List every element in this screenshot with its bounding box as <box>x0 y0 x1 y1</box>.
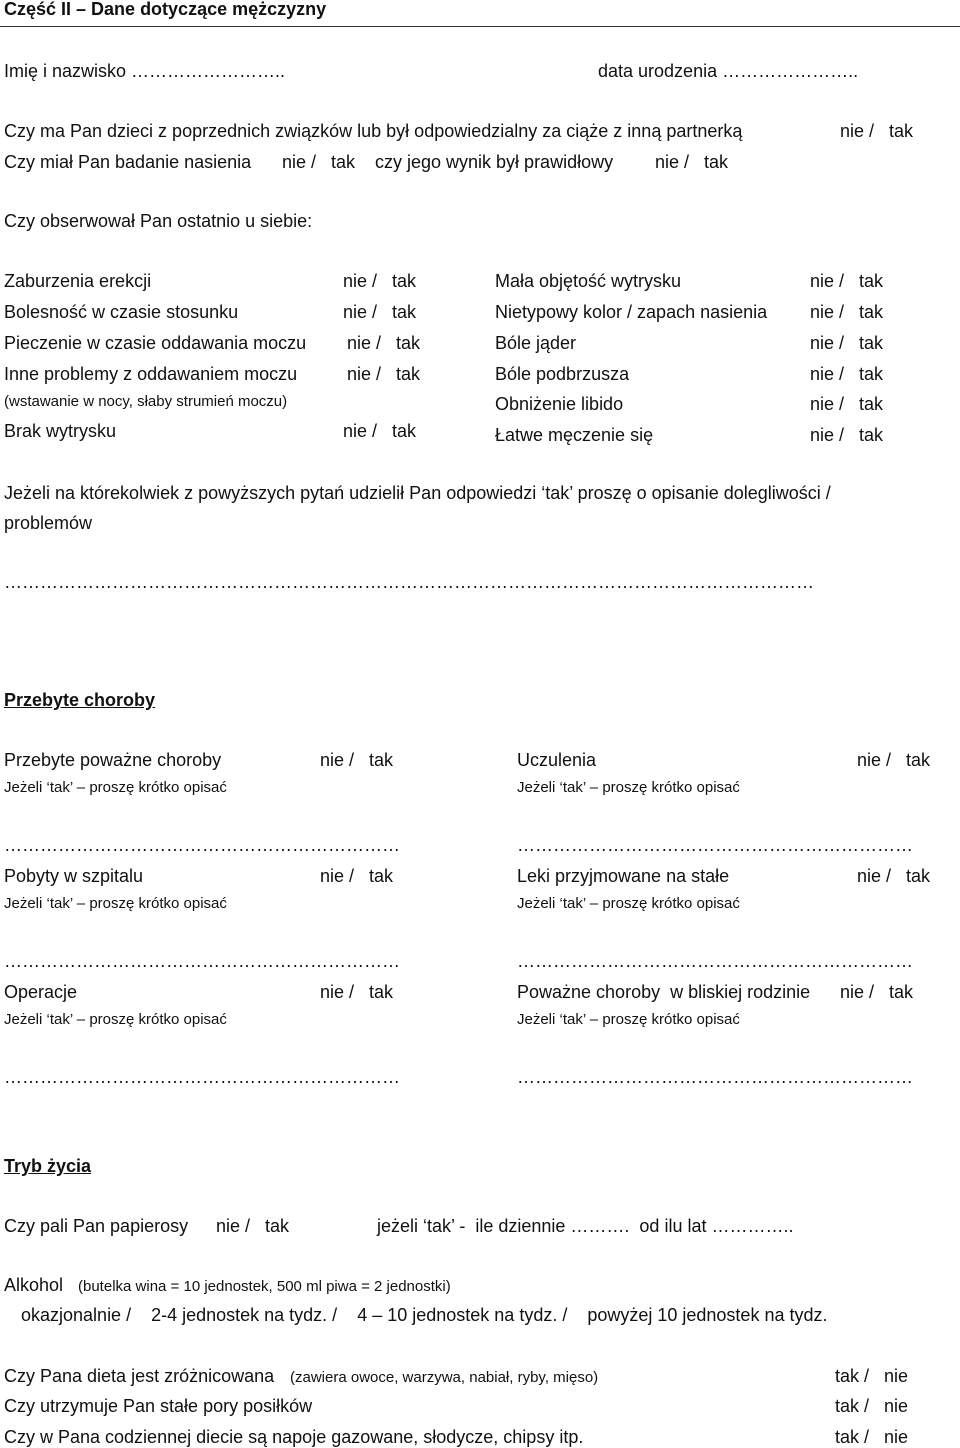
describe-instruction-cont: problemów <box>4 513 93 533</box>
symptom-label: Zaburzenia erekcji <box>4 271 152 291</box>
disease-label: Uczulenia <box>517 750 597 770</box>
semen-result-answer[interactable]: nie / tak <box>655 152 729 172</box>
symptom-answer[interactable]: nie / tak <box>810 394 884 414</box>
header-divider <box>0 26 960 27</box>
drinks-answer[interactable]: tak / nie <box>835 1427 909 1447</box>
meals-answer[interactable]: tak / nie <box>835 1396 909 1416</box>
symptom-answer[interactable]: nie / tak <box>810 425 884 445</box>
lifestyle-heading: Tryb życia <box>4 1156 92 1176</box>
symptom-answer[interactable]: nie / tak <box>810 271 884 291</box>
symptom-answer[interactable]: nie / tak <box>343 302 417 322</box>
symptom-answer[interactable]: nie / tak <box>343 271 417 291</box>
disease-label: Pobyty w szpitalu <box>4 866 144 886</box>
page-title: Część II – Dane dotyczące mężczyzny <box>4 0 327 19</box>
disease-label: Poważne choroby w bliskiej rodzinie <box>517 982 811 1002</box>
alcohol-note: (butelka wina = 10 jednostek, 500 ml piwa = 2 jednostki) <box>78 1278 451 1295</box>
name-field-label: Imię i nazwisko …………………….. <box>4 61 286 81</box>
describe-input-line[interactable]: ……………………………………………………………………………………………………………………… <box>4 572 814 592</box>
describe-input-line[interactable]: ………………………………………………………… <box>517 835 913 855</box>
smoking-question: Czy pali Pan papierosy <box>4 1216 189 1236</box>
semen-result-question: czy jego wynik był prawidłowy <box>375 152 614 172</box>
meals-question: Czy utrzymuje Pan stałe pory posiłków <box>4 1396 313 1416</box>
symptom-label: Bóle podbrzusza <box>495 364 630 384</box>
symptom-label: Łatwe męczenie się <box>495 425 654 445</box>
disease-answer[interactable]: nie / tak <box>320 982 394 1002</box>
smoking-answer[interactable]: nie / tak <box>216 1216 290 1236</box>
describe-note: Jeżeli ‘tak’ – proszę krótko opisać <box>517 779 740 796</box>
dob-field-label: data urodzenia ………………….. <box>598 61 859 81</box>
disease-answer[interactable]: nie / tak <box>857 866 931 886</box>
describe-note: Jeżeli ‘tak’ – proszę krótko opisać <box>517 895 740 912</box>
symptom-label: Brak wytrysku <box>4 421 117 441</box>
children-question: Czy ma Pan dzieci z poprzednich związków lub był odpowiedzialny za ciąże z inną partnerką <box>4 121 743 141</box>
describe-input-line[interactable]: ………………………………………………………… <box>4 835 400 855</box>
symptom-answer[interactable]: nie / tak <box>810 302 884 322</box>
diet-note: (zawiera owoce, warzywa, nabiał, ryby, mięso) <box>290 1369 599 1386</box>
symptom-label: Mała objętość wytrysku <box>495 271 682 291</box>
disease-answer[interactable]: nie / tak <box>857 750 931 770</box>
symptom-answer[interactable]: nie / tak <box>343 421 417 441</box>
semen-test-answer[interactable]: nie / tak <box>282 152 356 172</box>
symptom-answer[interactable]: nie / tak <box>810 333 884 353</box>
describe-note: Jeżeli ‘tak’ – proszę krótko opisać <box>517 1011 740 1028</box>
children-answer[interactable]: nie / tak <box>840 121 914 141</box>
symptoms-heading: Czy obserwował Pan ostatnio u siebie: <box>4 211 313 231</box>
diseases-heading: Przebyte choroby <box>4 690 156 710</box>
disease-label: Przebyte poważne choroby <box>4 750 222 770</box>
describe-note: Jeżeli ‘tak’ – proszę krótko opisać <box>4 895 227 912</box>
disease-label: Operacje <box>4 982 78 1002</box>
alcohol-label: Alkohol <box>4 1275 64 1295</box>
alcohol-options[interactable]: okazjonalnie / 2-4 jednostek na tydz. / 4 – 10 jednostek na tydz. / powyżej 10 jednostek na tydz. <box>21 1305 828 1325</box>
describe-input-line[interactable]: ………………………………………………………… <box>517 951 913 971</box>
symptom-answer[interactable]: nie / tak <box>347 333 421 353</box>
diet-question: Czy Pana dieta jest zróżnicowana <box>4 1366 275 1386</box>
symptom-note: (wstawanie w nocy, słaby strumień moczu) <box>4 393 288 410</box>
smoking-detail: jeżeli ‘tak’ - ile dziennie ………. od ilu lat ………….. <box>377 1216 794 1236</box>
semen-test-question: Czy miał Pan badanie nasienia <box>4 152 252 172</box>
describe-input-line[interactable]: ………………………………………………………… <box>4 951 400 971</box>
describe-instruction: Jeżeli na którekolwiek z powyższych pytań udzielił Pan odpowiedzi ‘tak’ proszę o opisanie dolegliwości / <box>4 483 831 503</box>
diet-answer[interactable]: tak / nie <box>835 1366 909 1386</box>
symptom-answer[interactable]: nie / tak <box>347 364 421 384</box>
describe-input-line[interactable]: ………………………………………………………… <box>4 1067 400 1087</box>
disease-answer[interactable]: nie / tak <box>320 866 394 886</box>
disease-label: Leki przyjmowane na stałe <box>517 866 730 886</box>
symptom-label: Bolesność w czasie stosunku <box>4 302 239 322</box>
describe-note: Jeżeli ‘tak’ – proszę krótko opisać <box>4 779 227 796</box>
symptom-answer[interactable]: nie / tak <box>810 364 884 384</box>
drinks-question: Czy w Pana codziennej diecie są napoje gazowane, słodycze, chipsy itp. <box>4 1427 584 1447</box>
symptom-label: Bóle jąder <box>495 333 577 353</box>
disease-answer[interactable]: nie / tak <box>320 750 394 770</box>
describe-input-line[interactable]: ………………………………………………………… <box>517 1067 913 1087</box>
disease-answer[interactable]: nie / tak <box>840 982 914 1002</box>
symptom-label: Inne problemy z oddawaniem moczu <box>4 364 298 384</box>
symptom-label: Pieczenie w czasie oddawania moczu <box>4 333 307 353</box>
symptom-label: Obniżenie libido <box>495 394 624 414</box>
describe-note: Jeżeli ‘tak’ – proszę krótko opisać <box>4 1011 227 1028</box>
symptom-label: Nietypowy kolor / zapach nasienia <box>495 302 768 322</box>
